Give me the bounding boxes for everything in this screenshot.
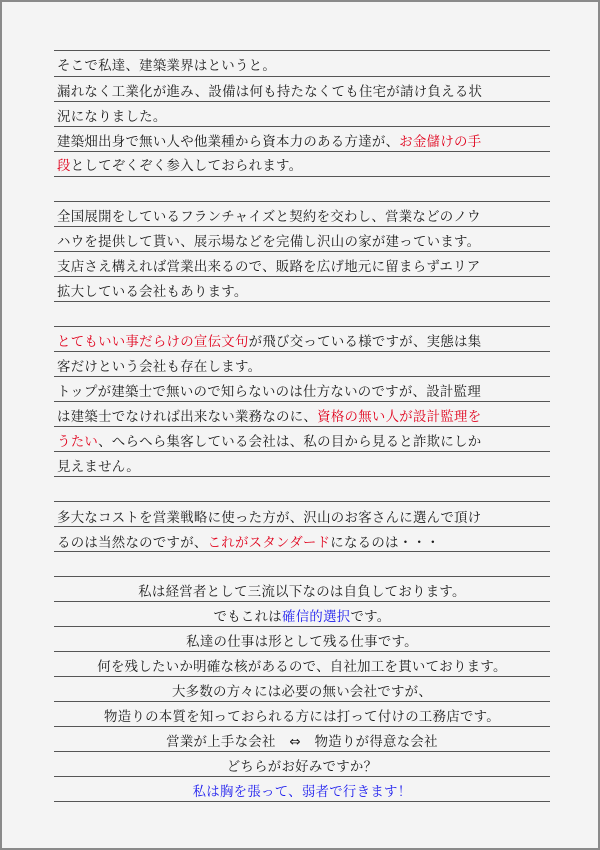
highlight-red: とてもいい事だらけの宣伝文句 xyxy=(57,335,249,350)
text-line: うたい、へらへら集客している会社は、私の目から見ると詐欺にしか xyxy=(57,435,482,450)
text-line: 私は経営者として三流以下なのは自負しております。 xyxy=(138,585,466,600)
text-line: るのは当然なのですが、これがスタンダードになるのは・・・ xyxy=(57,536,440,551)
text-line: 建築畑出身で無い人や他業種から資本力のある方達が、お金儲けの手 xyxy=(57,135,482,150)
highlight-red: お金儲けの手 xyxy=(399,135,482,150)
highlight-red: 段 xyxy=(57,159,71,174)
highlight-red: 資格の無い人が設計監理を xyxy=(317,410,482,425)
text-line: は建築士でなければ出来ない業務なのに、資格の無い人が設計監理を xyxy=(57,410,482,425)
text-line: そこで私達、建築業界はというと。 xyxy=(57,59,277,74)
text-line: 多大なコストを営業戦略に使った方が、沢山のお客さんに選んで頂け xyxy=(57,511,482,526)
text-line: とてもいい事だらけの宣伝文句が飛び交っている様ですが、実態は集 xyxy=(57,335,482,350)
highlight-blue: 私は胸を張って、弱者で行きます！ xyxy=(192,785,412,800)
text-line xyxy=(54,784,550,802)
text-line: 私達の仕事は形として残る仕事です。 xyxy=(186,635,418,650)
text-line: 支店さえ構えれば営業出来るので、販路を広げ地元に留まらずエリア xyxy=(57,260,481,275)
text-line: 全国展開をしているフランチャイズと契約を交わし、営業などのノウ xyxy=(57,210,481,225)
text-line: 大多数の方々には必要の無い会社ですが、 xyxy=(171,685,433,700)
text-line: 況になりました。 xyxy=(57,110,167,125)
text-line: 物造りの本質を知っておられる方には打って付けの工務店です。 xyxy=(104,710,500,725)
text-line: 見えません。 xyxy=(57,460,140,475)
highlight-blue: 確信的選択 xyxy=(282,610,351,625)
text-line: 営業が上手な会社 ⇔ 物造りが得意な会社 xyxy=(166,735,438,750)
text-line: 客だけという会社も存在します。 xyxy=(57,360,262,375)
highlight-red: うたい xyxy=(57,435,99,450)
highlight-red: これがスタンダード xyxy=(207,536,331,551)
text-line: 漏れなく工業化が進み、設備は何も持たなくても住宅が請け負える状 xyxy=(57,85,483,100)
text-line: ハウを提供して貰い、展示場などを完備し沢山の家が建っています。 xyxy=(57,235,481,250)
text-line: でもこれは確信的選択です。 xyxy=(213,610,391,625)
text-line: トップが建築士で無いので知らないのは仕方ないのですが、設計監理 xyxy=(57,385,482,400)
text-line: 段としてぞくぞく参入しておられます。 xyxy=(57,159,303,174)
text-line: 何を残したいか明確な核があるので、自社加工を貫いております。 xyxy=(97,660,507,675)
text-line: どちらがお好みですか？ xyxy=(226,760,378,775)
text-line: 拡大している会社もあります。 xyxy=(57,285,248,300)
